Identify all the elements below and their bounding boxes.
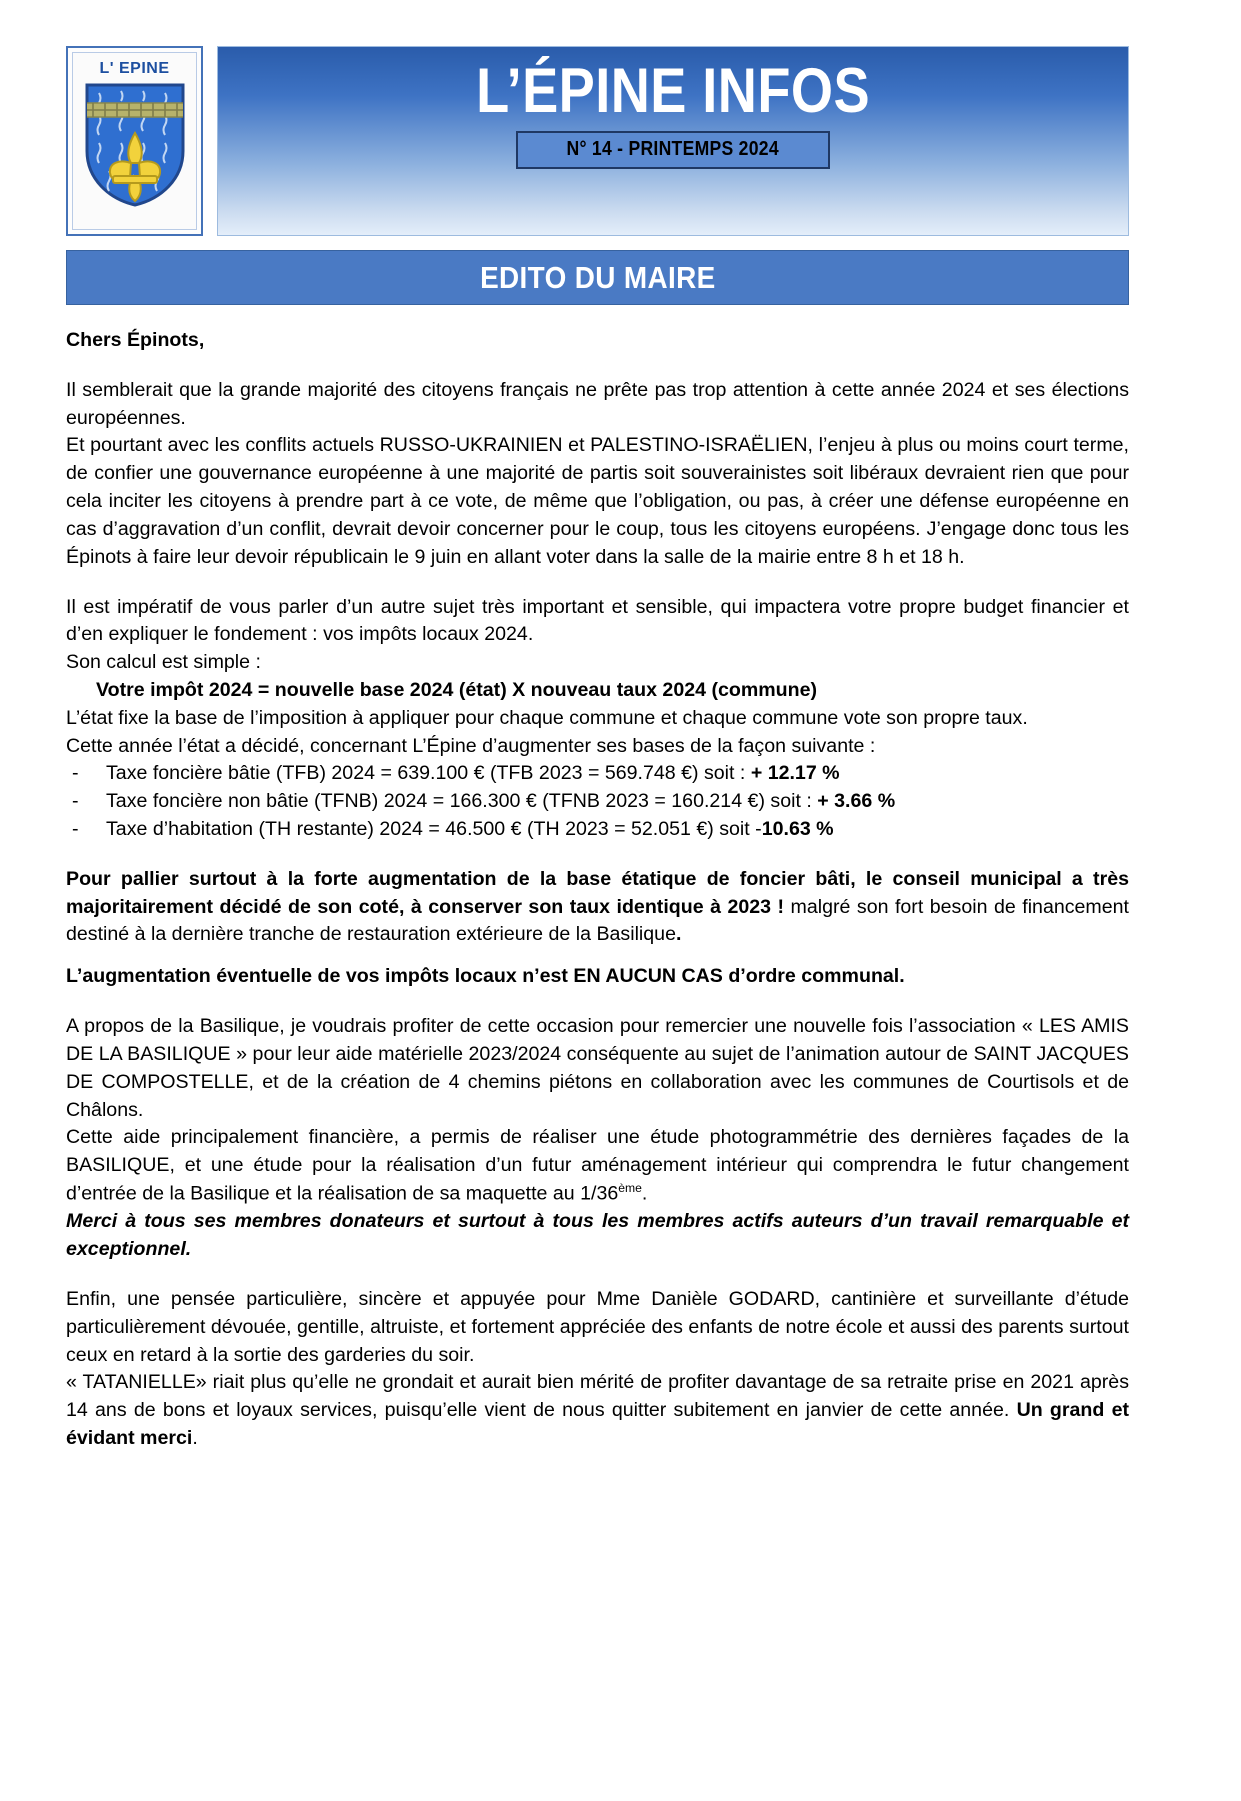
tax-list-item [66,788,1129,816]
list-dash: - [72,762,79,785]
grand-merci-bold: Un grand et évidant merci [66,1399,1130,1449]
tax-list-item [66,760,1129,788]
commune-crest [66,46,203,236]
grand-merci-tail: . [192,1426,198,1449]
list-dash: - [72,818,79,840]
impot-formula: Votre impôt 2024 = nouvelle base 2024 (état) X nouveau taux 2024 (commune) [96,678,818,701]
paragraph-godard-1: Enfin, une pensée particulière, sincère et appuyée pour Mme Danièle GODARD, cantinière et surveillante d’étude particulièrement dévouée, gentille, altruiste, et fortement appréciée des enfants de notre école et aussi des parents surtout ceux en retard à la sortie des garderies du soir. [66,1287,1129,1366]
paragraph-basilique-2 [66,1124,1129,1208]
tax-item-percentage: + 3.66 % [817,790,896,813]
paragraph-etat-base: L’état fixe la base de l’imposition à appliquer pour chaque commune et chaque commune vote son propre taux. [66,706,1028,729]
tax-item-text: Taxe foncière bâtie (TFB) 2024 = 639.100 € (TFB 2023 = 569.748 €) soit [106,762,735,785]
maquette-ordinal-suffix: ème [618,1180,642,1195]
tax-item-separator: - [749,818,762,840]
tax-item-content [106,760,1129,788]
paragraph-taux-identique [66,866,1129,949]
tax-item-percentage: 10.63 % [761,818,834,840]
taux-identique-rest: malgré son fort besoin de financement destiné à la dernière tranche de restauration extérieure de la Basilique [66,895,1129,946]
issue-badge [516,131,829,169]
tax-item-content [106,816,1129,844]
paragraph-basilique-1: A propos de la Basilique, je voudrais profiter de cette occasion pour remercier une nouvelle fois l’association « LES AMIS DE LA BASILIQUE » pour leur aide matérielle 2023/2024 conséquente au sujet de l’animation autour de SAINT JACQUES DE COMPOSTELLE, et de la création de 4 chemins piétons en collaboration avec les communes de Courtisols et de Châlons. [66,1015,1129,1121]
tax-item-text: Taxe d’habitation (TH restante) 2024 = 46.500 € (TH 2023 = 52.051 €) soit [106,818,750,840]
tax-item-content [106,788,1129,816]
crest-inner-frame [72,52,197,230]
salutation: Chers Épinots, [66,329,205,351]
paragraph-merci-membres: Merci à tous ses membres donateurs et surtout à tous les membres actifs auteurs d’un travail remarquable et exceptionnel. [66,1210,1129,1261]
paragraph-elections-1: Il semblerait que la grande majorité des citoyens français ne prête pas trop attention à cette année 2024 et ses élections européennes. [66,378,1129,429]
newsletter-page [0,46,1241,1801]
masthead [66,46,1129,236]
tax-item-separator: : [734,762,751,785]
tax-item-text: Taxe foncière non bâtie (TFNB) 2024 = 166.300 € (TFNB 2023 = 160.214 €) soit [106,790,801,813]
shield-icon [83,81,187,209]
taux-identique-bold: Pour pallier surtout à la forte augmentation de la base étatique de foncier bâti, le conseil municipal a très majoritairement décidé de son coté, à conserver son taux identique à 2023 ! [66,867,1129,918]
section-banner-edito [66,250,1129,305]
page-title: L’ÉPINE INFOS [476,56,870,126]
edito-body [66,305,1129,1453]
paragraph-elections-2: Et pourtant avec les conflits actuels RUSSO-UKRAINIEN et PALESTINO-ISRAËLIEN, l’enjeu à plus ou moins court terme, de confier une gouvernance européenne à une majorité de partis soit souverainistes soit libéraux devraient rien que pour cela inciter les citoyens à prendre part à ce vote, de même que l’obligation, ou pas, à créer une défense européenne en cas d’aggravation d’un conflit, devrait devoir concerner pour le coup, tous les citoyens européens. J’engage donc tous les Épinots à faire leur devoir républicain le 9 juin en allant voter dans la salle de la mairie entre 8 h et 18 h. [66,434,1129,568]
crest-label: L' EPINE [99,60,170,77]
tax-list-item [66,816,1129,844]
tax-item-separator: : [800,790,818,813]
tax-list [66,760,1129,843]
title-band [217,46,1129,236]
section-banner-title: EDITO DU MAIRE [479,259,716,295]
list-dash: - [72,790,79,813]
paragraph-calcul-simple: Son calcul est simple : [66,651,261,674]
basilique-2-text: Cette aide principalement financière, a permis de réaliser une étude photogrammétrie des dernières façades de la BASILIQUE, et une étude pour la réalisation d’un futur aménagement intérieur qui comprendra le futur changement d’entrée de la Basilique et la réalisation de sa maquette au 1/36 [66,1126,1129,1205]
paragraph-godard-2 [66,1369,1129,1452]
paragraph-impots-intro: Il est impératif de vous parler d’un autre sujet très important et sensible, qui impactera votre propre budget financier et d’en expliquer le fondement : vos impôts locaux 2024. [66,595,1129,646]
paragraph-aucun-cas: L’augmentation éventuelle de vos impôts locaux n’est EN AUCUN CAS d’ordre communal. [66,965,905,988]
godard-2-text: « TATANIELLE» riait plus qu’elle ne grondait et aurait bien mérité de profiter davantage de sa retraite prise en 2021 après 14 ans de bons et loyaux services, puisqu’elle vient de nous quitter subitement en janvier de cette année. [66,1371,1129,1422]
tax-item-percentage: + 12.17 % [750,762,840,785]
paragraph-bases-suivantes: Cette année l’état a décidé, concernant L’Épine d’augmenter ses bases de la façon suivante : [66,734,876,757]
taux-identique-tail: . [675,923,682,946]
issue-label: N° 14 - PRINTEMPS 2024 [566,138,780,161]
basilique-2-tail: . [641,1182,648,1205]
